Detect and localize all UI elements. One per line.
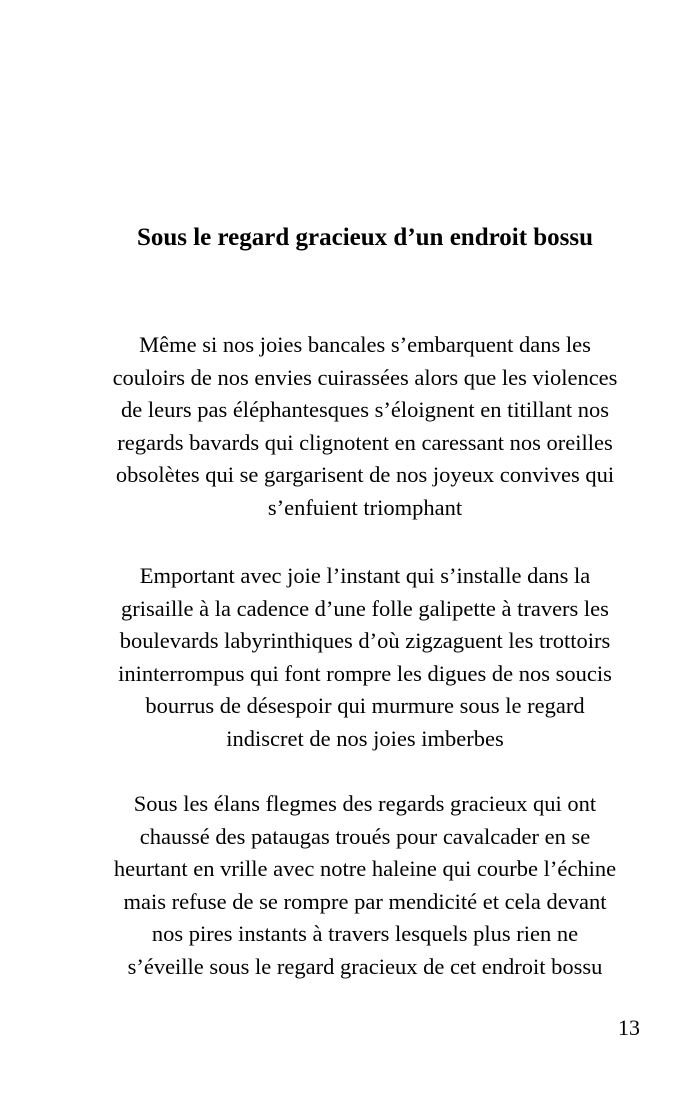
poem-line: chaussé des pataugas troués pour cavalcader en se [139, 823, 591, 849]
poem-line: regards bavards qui clignotent en caressant nos oreilles [117, 429, 613, 455]
page-number: 13 [618, 1015, 640, 1040]
poem-stanza-1 [60, 329, 670, 524]
poem-line: s’éveille sous le regard gracieux de cet endroit bossu [127, 953, 603, 979]
poem-title: Sous le regard gracieux d’un endroit bossu [136, 224, 594, 251]
poem-stanza-2 [60, 560, 670, 755]
poem-line: nos pires instants à travers lesquels plus rien ne [151, 921, 579, 946]
poem-line: obsolètes qui se gargarisent de nos joyeux convives qui [115, 462, 615, 487]
poem-line: ininterrompus qui font rompre les digues de nos soucis [118, 660, 612, 686]
poem-line: couloirs de nos envies cuirassées alors que les violences [112, 364, 618, 390]
poem-line: indiscret de nos joies imberbes [226, 725, 504, 751]
poem-line: de leurs pas éléphantesques s’éloignent en titillant nos [120, 397, 609, 422]
poem-line: bourrus de désespoir qui murmure sous le regard [145, 693, 585, 718]
poem-line: Emportant avec joie l’instant qui s’installe dans la [139, 563, 591, 588]
poem-line: heurtant en vrille avec notre haleine qui courbe l’échine [113, 856, 617, 881]
poem-line: boulevards labyrinthiques d’où zigzaguent les trottoirs [119, 628, 611, 653]
poem-line: grisaille à la cadence d’une folle galipette à travers les [121, 595, 609, 621]
poem-line: mais refuse de se rompre par mendicité et cela devant [123, 888, 607, 914]
poem-line: s’enfuient triomphant [267, 494, 463, 520]
poem-line: Même si nos joies bancales s’embarquent dans les [139, 332, 591, 357]
poem-line: Sous les élans flegmes des regards gracieux qui ont [133, 791, 597, 816]
poem-stanza-3 [60, 788, 670, 983]
